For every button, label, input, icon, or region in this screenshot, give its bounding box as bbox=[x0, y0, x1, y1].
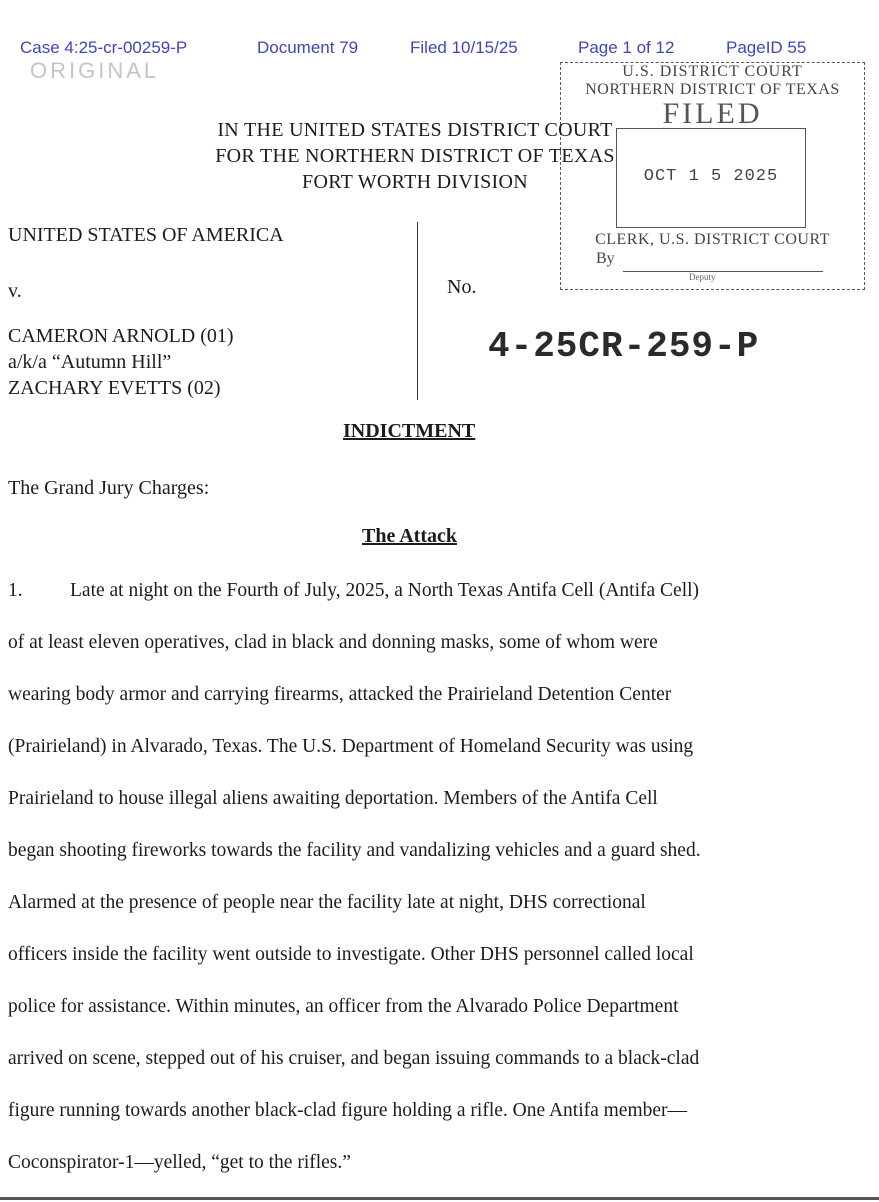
paragraph-line-text: Late at night on the Fourth of July, 2025, a North Texas Antifa Cell (Antifa Cell) bbox=[70, 580, 700, 601]
paragraph-line: Coconspirator-1—yelled, “get to the rifles.” bbox=[8, 1152, 351, 1173]
paragraph-line: (Prairieland) in Alvarado, Texas. The U.S. Department of Homeland Security was using bbox=[8, 736, 694, 757]
paragraph-line: officers inside the facility went outside to investigate. Other DHS personnel called local bbox=[8, 944, 694, 965]
stamp-signature-line bbox=[623, 271, 823, 272]
stamp-date-box bbox=[616, 128, 806, 228]
stamp-district-line: NORTHERN DISTRICT OF TEXAS bbox=[585, 81, 840, 98]
paragraph-line: figure running towards another black-clad figure holding a rifle. One Antifa member— bbox=[8, 1100, 688, 1121]
paragraph-line: arrived on scene, stepped out of his cruiser, and began issuing commands to a black-clad bbox=[8, 1048, 700, 1069]
stamp-filed-label: FILED bbox=[662, 97, 763, 130]
paragraph-line: began shooting fireworks towards the facility and vandalizing vehicles and a guard shed. bbox=[8, 840, 701, 861]
defendant-1-alias: a/k/a “Autumn Hill” bbox=[8, 351, 172, 373]
paragraph-1 bbox=[8, 578, 848, 1202]
paragraph-line: Alarmed at the presence of people near the facility late at night, DHS correctional bbox=[8, 892, 646, 913]
stamp-date: OCT 1 5 2025 bbox=[643, 167, 779, 186]
ecf-page-count: Page 1 of 12 bbox=[578, 38, 675, 57]
plaintiff-name: UNITED STATES OF AMERICA bbox=[8, 224, 284, 246]
stamp-deputy-label: Deputy bbox=[689, 272, 716, 282]
versus-label: v. bbox=[8, 280, 22, 302]
ecf-case-number: Case 4:25-cr-00259-P bbox=[20, 38, 188, 57]
handwritten-case-number: 4-25CR-259-P bbox=[488, 326, 760, 367]
paragraph-line: wearing body armor and carrying firearms, attacked the Prairieland Detention Center bbox=[8, 684, 672, 705]
grand-jury-charges: The Grand Jury Charges: bbox=[8, 477, 210, 499]
stamp-by-label: By bbox=[596, 250, 615, 267]
original-stamp: ORIGINAL bbox=[30, 58, 160, 83]
ecf-page-id: PageID 55 bbox=[726, 38, 807, 57]
ecf-document-number: Document 79 bbox=[257, 38, 359, 57]
defendant-1: CAMERON ARNOLD (01) bbox=[8, 325, 234, 347]
stamp-clerk-line: CLERK, U.S. DISTRICT COURT bbox=[595, 231, 830, 248]
paragraph-line: police for assistance. Within minutes, an officer from the Alvarado Police Department bbox=[8, 996, 679, 1017]
court-line-3: FORT WORTH DIVISION bbox=[302, 171, 528, 193]
caption-divider bbox=[417, 222, 418, 400]
court-line-2: FOR THE NORTHERN DISTRICT OF TEXAS bbox=[215, 145, 615, 167]
court-line-1: IN THE UNITED STATES DISTRICT COURT bbox=[217, 119, 613, 141]
ecf-filed-date: Filed 10/15/25 bbox=[410, 38, 518, 57]
stamp-court-line: U.S. DISTRICT COURT bbox=[622, 63, 803, 80]
court-caption bbox=[190, 117, 640, 195]
paragraph-line: of at least eleven operatives, clad in black and donning masks, some of whom were bbox=[8, 632, 658, 653]
defendant-2: ZACHARY EVETTS (02) bbox=[8, 377, 221, 399]
paragraph-line: Prairieland to house illegal aliens awaiting deportation. Members of the Antifa Cell bbox=[8, 788, 658, 809]
case-no-label: No. bbox=[447, 276, 477, 298]
document-title: INDICTMENT bbox=[343, 420, 476, 442]
paragraph-number: 1. bbox=[8, 580, 23, 601]
section-heading: The Attack bbox=[362, 525, 457, 547]
paragraph-line bbox=[8, 578, 848, 630]
